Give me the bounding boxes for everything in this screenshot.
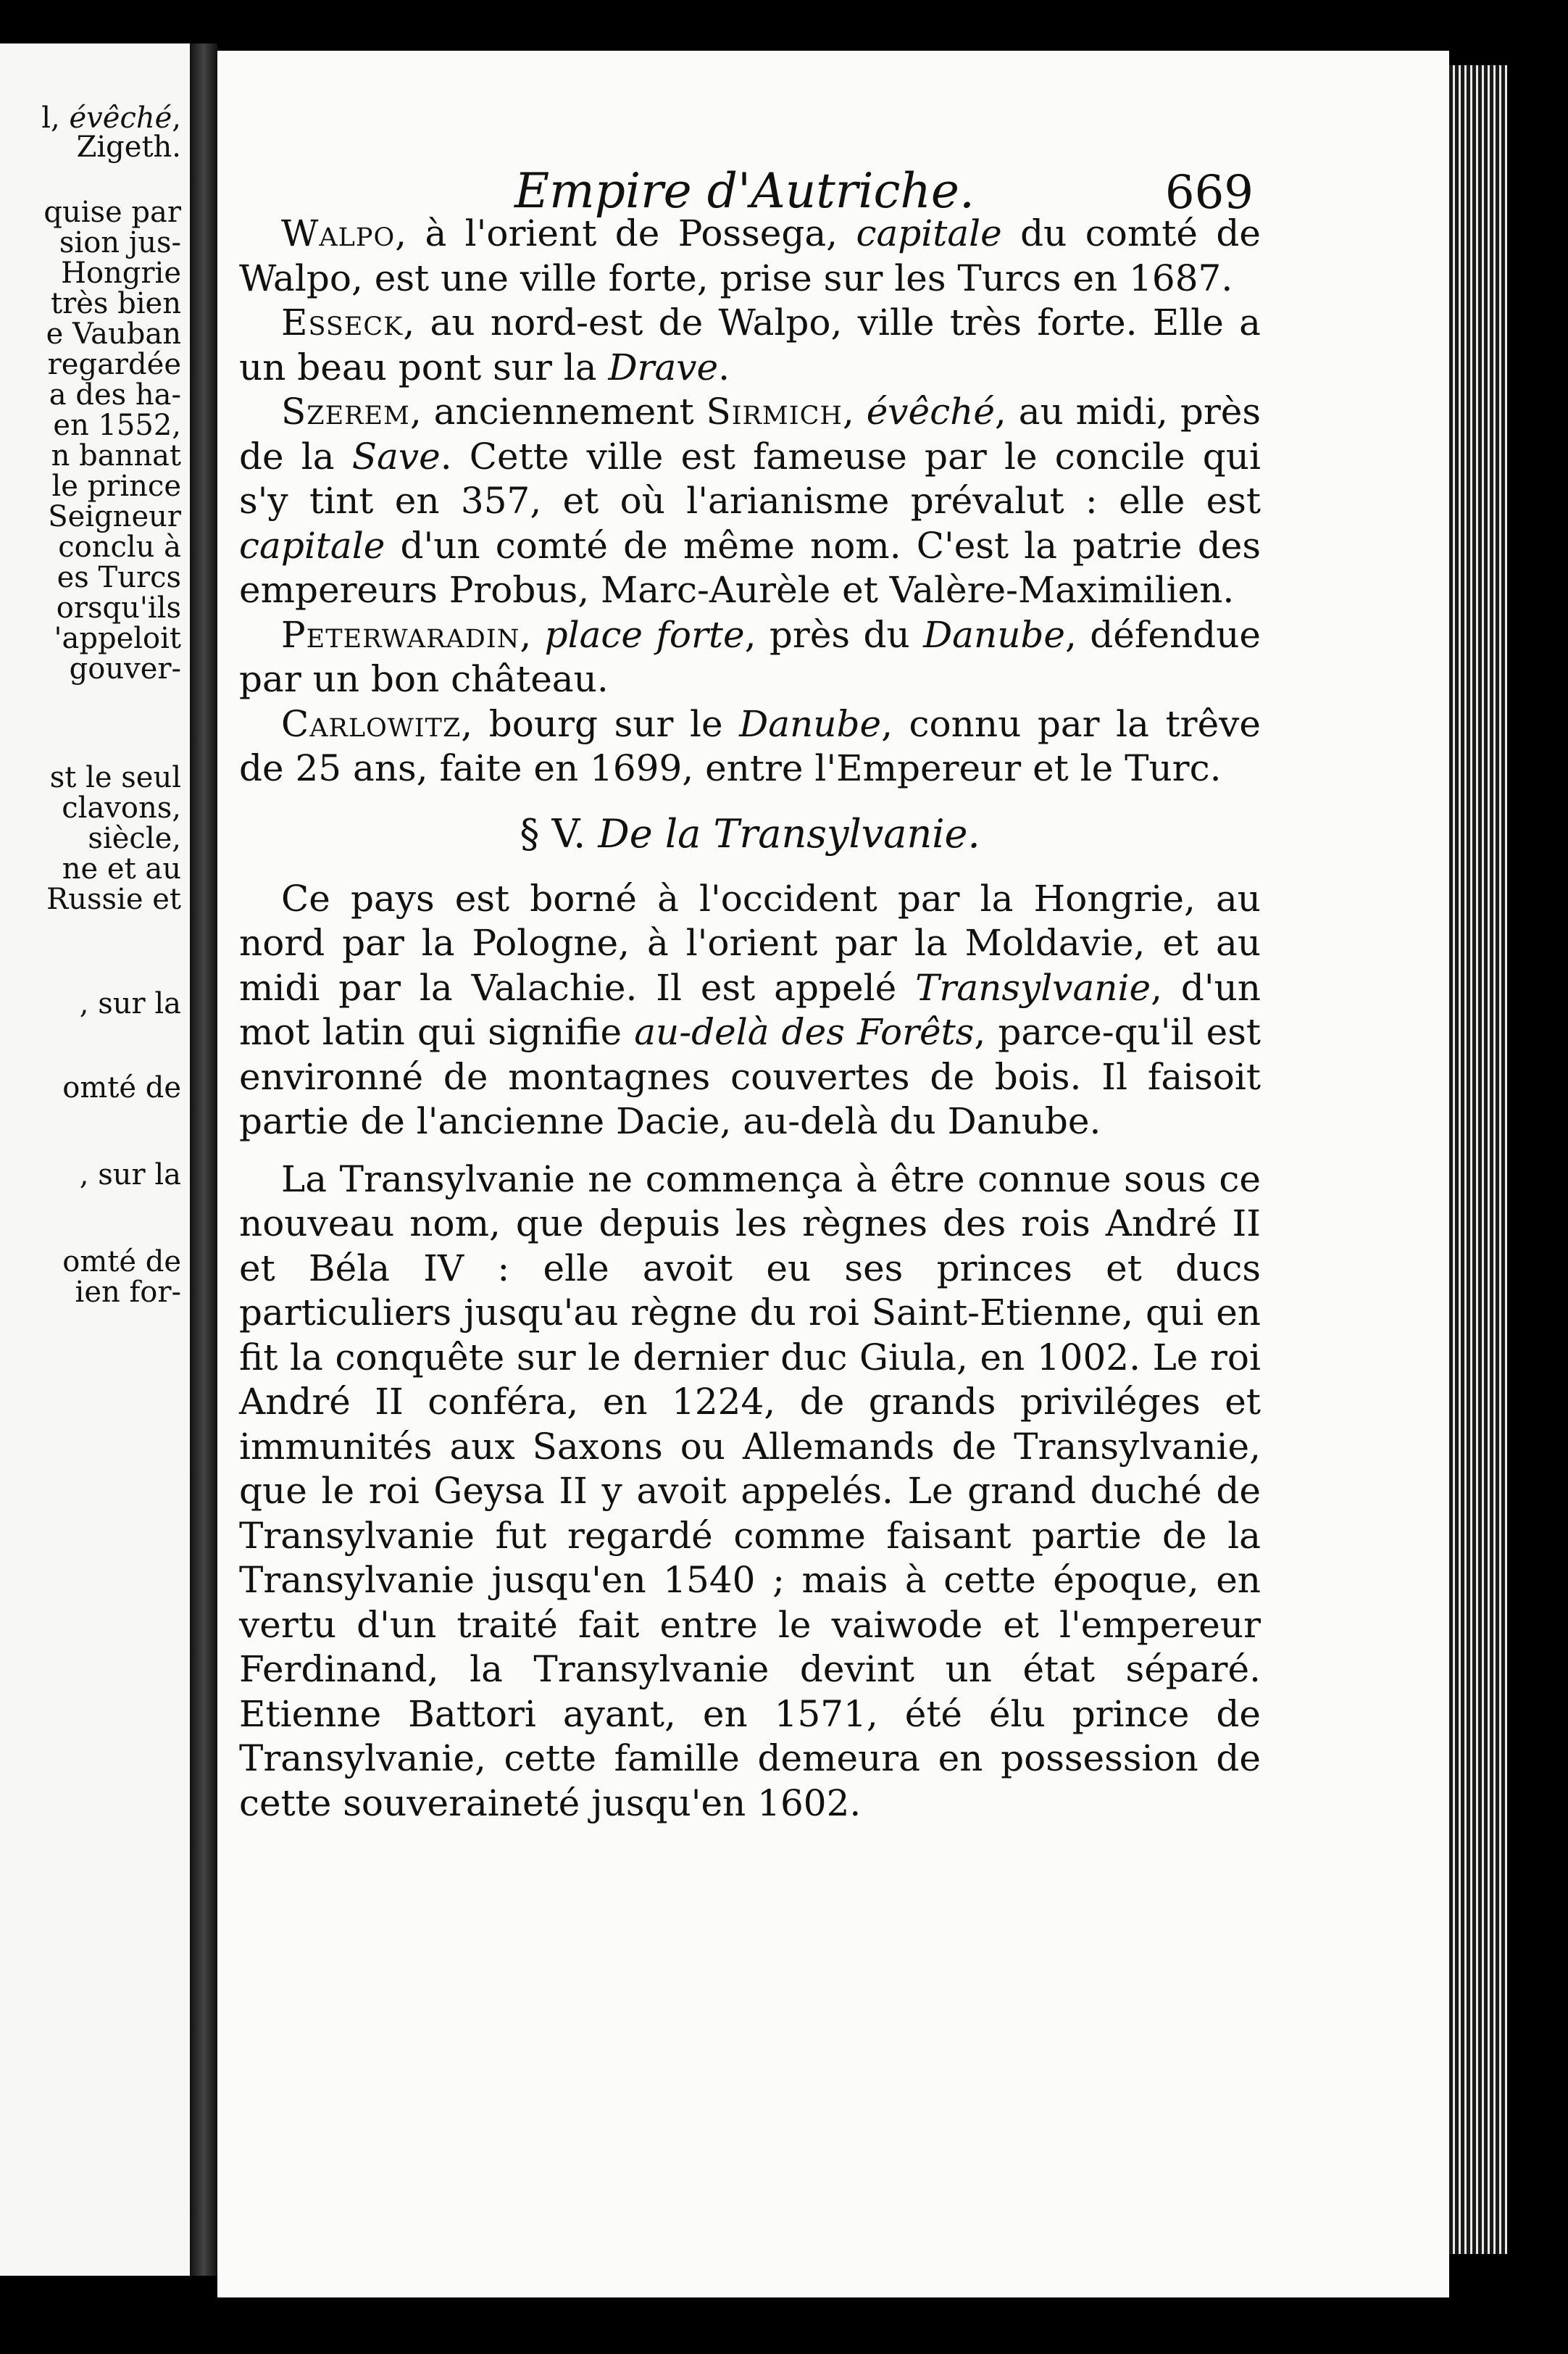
text-run: , bbox=[842, 391, 867, 433]
running-title: Empire d'Autriche. bbox=[514, 163, 975, 219]
text-run: , connu par la trêve de 25 ans, faite en 1699, entre l'Empereur et le Turc. bbox=[239, 702, 1262, 789]
paragraph-walpo bbox=[239, 212, 1261, 301]
left-page-line: es Turcs bbox=[57, 561, 181, 594]
book-gutter bbox=[190, 43, 217, 2276]
paragraph-szerem bbox=[239, 390, 1261, 613]
section-heading bbox=[239, 812, 1261, 857]
left-page-line: le prince bbox=[51, 470, 181, 503]
text-run: , à l'orient de Possega, bbox=[395, 212, 856, 254]
italic-run: capitale bbox=[239, 524, 385, 567]
left-page-line: 'appeloit bbox=[54, 622, 181, 655]
left-page-line: omté de bbox=[62, 1071, 181, 1105]
text-run: , bourg sur le bbox=[461, 702, 740, 745]
text-run: du comté de Walpo, est une ville forte, prise sur les Turcs en 1687. bbox=[239, 212, 1261, 299]
left-page-line: Hongrie bbox=[61, 257, 181, 290]
left-page-line: omté de bbox=[62, 1245, 181, 1278]
page-body bbox=[239, 212, 1261, 1826]
left-page-line: Zigeth. bbox=[76, 130, 181, 164]
italic-run: capitale bbox=[856, 212, 1002, 254]
left-page-line: quise par bbox=[43, 196, 181, 229]
left-page-line: , sur la bbox=[79, 1158, 181, 1191]
italic-run: Transylvanie bbox=[915, 966, 1151, 1009]
left-page-line: clavons, bbox=[62, 791, 181, 825]
paragraph-peterwaradin bbox=[239, 613, 1261, 702]
text-run: , bbox=[520, 613, 545, 656]
left-page-fragment bbox=[0, 43, 190, 2276]
left-page-line: st le seul bbox=[49, 761, 181, 794]
paragraph-carlowitz bbox=[239, 702, 1261, 791]
page-number: 669 bbox=[1164, 166, 1254, 220]
text-run: Ce pays est borné à l'occident par la Hongrie, au nord par la Pologne, à l'orient par la Moldavie, et au midi par la Valachie. Il est appelé bbox=[239, 877, 1261, 1009]
place-name: Esseck bbox=[281, 301, 404, 344]
italic-run: évêché bbox=[866, 391, 995, 433]
left-page-line: Russie et bbox=[46, 883, 181, 916]
left-page-line: siècle, bbox=[88, 822, 181, 855]
left-page-line: orsqu'ils bbox=[56, 591, 181, 625]
left-page-line: e Vauban bbox=[46, 317, 181, 351]
text-run: , d'un mot latin qui signifie bbox=[239, 966, 1262, 1053]
text-run: , défendue par un bon château. bbox=[239, 613, 1261, 700]
section-number: § V. bbox=[520, 810, 586, 857]
left-page-line: , sur la bbox=[79, 987, 181, 1020]
left-page-line: sion jus- bbox=[59, 226, 181, 259]
left-page-line: gouver- bbox=[69, 652, 181, 686]
left-page-line: ne et au bbox=[62, 852, 181, 886]
text-run: , au midi, près de la bbox=[239, 391, 1261, 478]
text-run: , au nord-est de Walpo, ville très forte. Elle a un beau pont sur la bbox=[239, 301, 1261, 388]
paragraph-transylvania-1 bbox=[239, 877, 1261, 1144]
left-page-line: n bannat bbox=[51, 439, 181, 473]
text-run: d'un comté de même nom. C'est la patrie des empereurs Probus, Marc-Aurèle et Valère-Maximilien. bbox=[239, 524, 1261, 611]
italic-run: au-delà des Forêts bbox=[634, 1011, 975, 1053]
place-name: Carlowitz bbox=[281, 702, 462, 745]
left-page-line: a des ha- bbox=[49, 378, 181, 412]
place-name: Sirmich bbox=[706, 391, 843, 433]
left-page-line: ien for- bbox=[75, 1276, 181, 1309]
left-page-line: conclu à bbox=[58, 531, 181, 564]
paragraph-esseck bbox=[239, 301, 1261, 390]
italic-run: Danube bbox=[739, 702, 882, 745]
left-page-line: très bien bbox=[51, 287, 181, 320]
text-run: . Cette ville est fameuse par le concile qui s'y tint en 357, et où l'arianisme prévalut : elle est bbox=[239, 435, 1262, 522]
section-title: De la Transylvanie. bbox=[598, 810, 980, 857]
left-page-line: Seigneur bbox=[48, 500, 181, 533]
place-name: Peterwaradin bbox=[281, 613, 520, 656]
left-page-line: en 1552, bbox=[53, 409, 181, 442]
italic-run: Save bbox=[351, 435, 441, 478]
text-run: , près du bbox=[744, 613, 924, 656]
place-name: Szerem bbox=[281, 391, 410, 433]
text-run: , parce-qu'il est environné de montagnes couvertes de bois. Il faisoit partie de l'ancienne Dacie, au-delà du Danube. bbox=[239, 1011, 1261, 1142]
italic-run: Drave bbox=[608, 346, 719, 388]
text-run: , anciennement bbox=[409, 391, 706, 433]
italic-run: Danube bbox=[923, 613, 1065, 656]
italic-run: place forte bbox=[544, 613, 745, 656]
page-edges bbox=[1449, 65, 1507, 2254]
left-page-line: l, évêché, bbox=[41, 101, 181, 135]
left-page-line: regardée bbox=[47, 348, 181, 381]
place-name: Walpo bbox=[281, 212, 396, 254]
paragraph-transylvania-2: La Transylvanie ne commença à être connue sous ce nouveau nom, que depuis les règnes des rois André II et Béla IV : elle avoit eu ses princes et ducs particuliers jusqu'au règne du roi Saint-Etienne, qui en fit la conquête sur le dernier duc Giula, en 1002. Le roi André II conféra, en 1224, de grands priviléges et immunités aux Saxons ou Allemands de Transylvanie, que le roi Geysa II y avoit appelés. Le grand duché de Transylvanie fut regardé comme faisant partie de la Transylvanie jusqu'en 1540 ; mais à cette époque, en vertu d'un traité fait entre le vaiwode et l'empereur Ferdinand, la Transylvanie devint un état séparé. Etienne Battori ayant, en 1571, été élu prince de Transylvanie, cette famille demeura en possession de cette souveraineté jusqu'en 1602. bbox=[239, 1157, 1261, 1824]
text-run: . bbox=[718, 346, 730, 388]
